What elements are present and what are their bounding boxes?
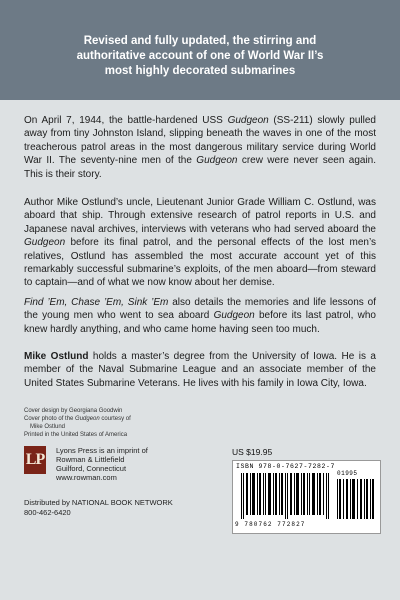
publisher-line: Lyons Press is an imprint of — [56, 446, 148, 455]
top-banner — [0, 0, 400, 100]
credit-line: Mike Ostlund — [30, 424, 66, 430]
text-run: before its last patrol, who knew hardly anything, and who came home having seen too much. — [24, 310, 376, 335]
text-run: courtesy of — [99, 416, 131, 422]
addon-price-code: 01995 — [337, 470, 358, 477]
banner-line: most highly decorated submarines — [104, 65, 296, 77]
publisher-line: Guilford, Connecticut — [56, 464, 127, 473]
text-run: also details the memories and life lessons of the young men who went to sea aboard — [24, 297, 376, 322]
text-run: Cover photo of the — [24, 416, 76, 422]
publisher-info — [56, 446, 148, 482]
price-label: US $19.95 — [232, 447, 273, 457]
text-run: before its final patrol, and the personal effects of the lost men’s relatives, Ostlund has assembled the most accurate account yet of this remarkably successful submarine’s exploits, of the men aboard—from steward to captain—and of what we now know about her demise. — [24, 237, 376, 289]
publisher-website: www.rowman.com — [56, 473, 117, 482]
cover-credits — [24, 407, 184, 439]
text-run: (SS-211) slowly pulled away from tiny Johnston Island, slipping beneath the waves in one of the most treacherous patrol areas in the most dangerous military service during World War II. The seventy-nine men of the — [24, 115, 376, 167]
ship-name: Gudgeon — [24, 237, 66, 249]
distribution-info — [24, 498, 173, 517]
text-run: On April 7, 1944, the battle-hardened USS — [24, 115, 228, 126]
ship-name: Gudgeon — [75, 416, 100, 422]
publisher-line: Rowman & Littlefield — [56, 455, 125, 464]
synopsis-paragraph-1 — [24, 114, 376, 181]
credit-line: Cover design by Georgiana Goodwin — [24, 408, 123, 414]
book-title: Find ’Em, Chase ’Em, Sink ’Em — [24, 297, 169, 308]
banner-line: authoritative account of one of World War II’s — [76, 50, 324, 62]
distributor-line: Distributed by NATIONAL BOOK NETWORK — [24, 498, 173, 507]
addon-barcode-icon — [337, 479, 375, 519]
banner-tagline — [30, 34, 370, 79]
isbn-barcode — [232, 460, 381, 534]
ship-name: Gudgeon — [196, 155, 238, 167]
distributor-phone: 800-462-6420 — [24, 507, 71, 517]
author-name: Mike Ostlund — [24, 351, 89, 362]
text-run: Author Mike Ostlund’s uncle, Lieutenant Junior Grade William C. Ostlund, was aboard that ship. Through extensive research of patrol reports in U.S. and Japanese naval archives, interviews with veterans who had served aboard the — [24, 197, 376, 235]
ship-name: Gudgeon — [213, 310, 255, 322]
barcode-bars-icon — [241, 473, 331, 519]
synopsis-paragraph-3 — [24, 296, 376, 336]
ship-name: Gudgeon — [227, 115, 269, 126]
author-bio — [24, 350, 376, 390]
synopsis-paragraph-2 — [24, 196, 376, 290]
credit-line — [24, 415, 184, 423]
barcode-digits: 9 780762 772827 — [235, 521, 306, 528]
text-run: crew were never seen again. This is their story. — [24, 155, 377, 180]
credit-line: Printed in the United States of America — [24, 432, 128, 438]
isbn-number: ISBN 978-0-7627-7282-7 — [236, 463, 336, 470]
publisher-logo: LP — [24, 446, 46, 474]
banner-line: Revised and fully updated, the stirring and — [83, 35, 317, 47]
author-bio-text: holds a master’s degree from the University of Iowa. He is a member of the Naval Submarine League and an associate member of the United States Submarine Veterans. He lives with his family in Iowa City, Iowa. — [24, 351, 376, 389]
